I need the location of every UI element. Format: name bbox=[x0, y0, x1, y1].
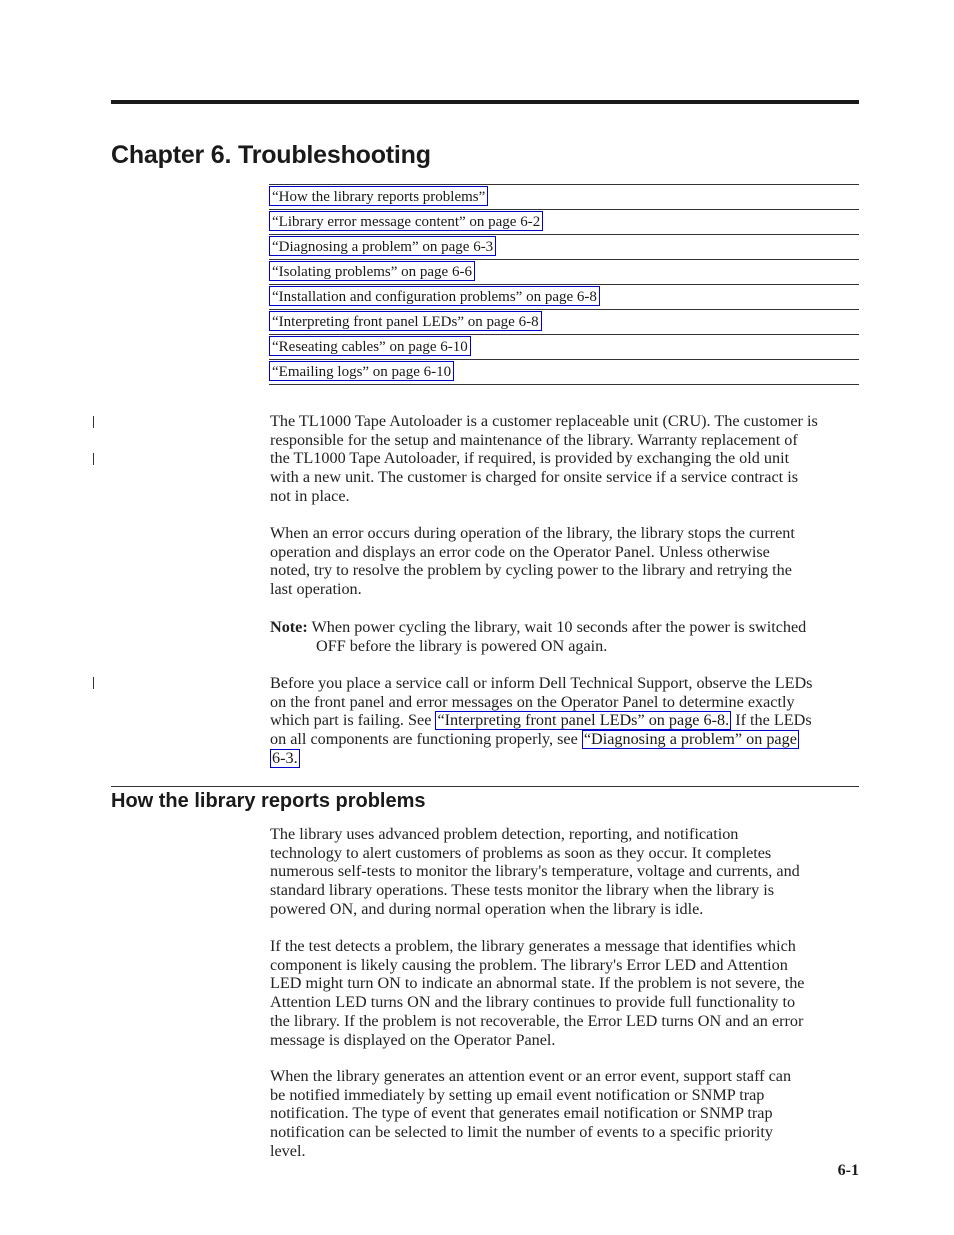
text-line: notification can be selected to limit the number of events to a specific priority bbox=[270, 1123, 773, 1142]
toc-link-diagnosing[interactable]: “Diagnosing a problem” on page 6-3 bbox=[269, 236, 496, 256]
xref-front-panel-leds[interactable]: “Interpreting front panel LEDs” on page 6-8. bbox=[437, 711, 730, 730]
section-paragraph-1 bbox=[270, 825, 860, 919]
text-line: level. bbox=[270, 1141, 306, 1160]
text-line: component is likely causing the problem. The library's Error LED and Attention bbox=[270, 955, 788, 974]
text-line: the TL1000 Tape Autoloader, if required, is provided by exchanging the old unit bbox=[270, 449, 790, 468]
text-line: technology to alert customers of problems as soon as they occur. It completes bbox=[270, 843, 772, 862]
text-line: message is displayed on the Operator Panel. bbox=[270, 1030, 556, 1049]
chapter-title: Chapter 6. Troubleshooting bbox=[111, 141, 431, 169]
text-line: operation and displays an error code on the Operator Panel. Unless otherwise bbox=[270, 542, 770, 561]
text-fragment: on all components are functioning properly, see bbox=[270, 730, 582, 749]
text-line: notification. The type of event that generates email notification or SNMP trap bbox=[270, 1104, 773, 1123]
chapter-toc bbox=[269, 184, 859, 385]
top-rule bbox=[111, 100, 859, 104]
section-paragraph-3 bbox=[270, 1067, 860, 1161]
page-number: 6-1 bbox=[837, 1162, 859, 1179]
text-line: not in place. bbox=[270, 486, 350, 505]
toc-link-isolating[interactable]: “Isolating problems” on page 6-6 bbox=[269, 261, 475, 281]
text-line: be notified immediately by setting up email event notification or SNMP trap bbox=[270, 1085, 765, 1104]
section-title: How the library reports problems bbox=[111, 790, 426, 812]
text-line: standard library operations. These tests monitor the library when the library is bbox=[270, 881, 775, 900]
text-line: The TL1000 Tape Autoloader is a customer replaceable unit (CRU). The customer is bbox=[270, 412, 818, 430]
note bbox=[270, 618, 860, 655]
text-line: If the test detects a problem, the library generates a message that identifies which bbox=[270, 937, 796, 955]
toc-row bbox=[269, 360, 859, 385]
note-line-1 bbox=[270, 618, 860, 637]
toc-row bbox=[269, 285, 859, 310]
toc-row bbox=[269, 210, 859, 235]
section-paragraph-2 bbox=[270, 937, 860, 1049]
text-line: numerous self-tests to monitor the library's temperature, voltage and currents, and bbox=[270, 862, 800, 881]
text-line: Attention LED turns ON and the library continues to provide full functionality to bbox=[270, 993, 796, 1012]
intro-paragraph-2 bbox=[270, 524, 860, 599]
intro-paragraph-1 bbox=[270, 412, 860, 506]
text-line: Before you place a service call or inform Dell Technical Support, observe the LEDs bbox=[270, 674, 813, 692]
section-rule bbox=[111, 786, 859, 787]
text-line: The library uses advanced problem detection, reporting, and notification bbox=[270, 825, 739, 843]
text-line: noted, try to resolve the problem by cycling power to the library and retrying the bbox=[270, 561, 792, 580]
toc-link-error-message-content[interactable]: “Library error message content” on page 6-2 bbox=[269, 211, 543, 231]
toc-row bbox=[269, 310, 859, 335]
text-line: responsible for the setup and maintenance of the library. Warranty replacement of bbox=[270, 430, 798, 449]
note-text: When power cycling the library, wait 10 seconds after the power is switched bbox=[311, 618, 807, 636]
text-line: powered ON, and during normal operation when the library is idle. bbox=[270, 899, 704, 918]
toc-link-emailing-logs[interactable]: “Emailing logs” on page 6-10 bbox=[269, 361, 454, 381]
note-label: Note: bbox=[270, 618, 308, 636]
toc-row bbox=[269, 185, 859, 210]
change-bar bbox=[93, 416, 94, 428]
toc-link-front-panel-leds[interactable]: “Interpreting front panel LEDs” on page 6-8 bbox=[269, 311, 542, 331]
xref-diagnosing-problem[interactable]: “Diagnosing a problem” on page bbox=[583, 730, 797, 749]
text-line: When the library generates an attention event or an error event, support staff can bbox=[270, 1067, 792, 1085]
text-line: the library. If the problem is not recoverable, the Error LED turns ON and an error bbox=[270, 1011, 804, 1030]
toc-link-installation[interactable]: “Installation and configuration problems” on page 6-8 bbox=[269, 286, 600, 306]
intro-paragraph-3 bbox=[270, 674, 860, 768]
note-line-2: OFF before the library is powered ON again. bbox=[316, 636, 608, 655]
change-bar bbox=[93, 453, 94, 465]
toc-link-how-library-reports[interactable]: “How the library reports problems” bbox=[269, 186, 488, 206]
text-line: last operation. bbox=[270, 580, 362, 599]
text-fragment: which part is failing. See bbox=[270, 711, 436, 730]
toc-link-reseating-cables[interactable]: “Reseating cables” on page 6-10 bbox=[269, 336, 471, 356]
text-fragment: If the LEDs bbox=[731, 711, 812, 730]
text-line: on the front panel and error messages on the Operator Panel to determine exactly bbox=[270, 692, 795, 711]
text-line: LED might turn ON to indicate an abnormal state. If the problem is not severe, the bbox=[270, 974, 805, 993]
text-line bbox=[270, 711, 860, 730]
text-line bbox=[270, 730, 860, 749]
toc-row bbox=[269, 235, 859, 260]
xref-diagnosing-problem-cont[interactable]: 6-3. bbox=[272, 749, 298, 768]
change-bar bbox=[93, 677, 94, 689]
text-line: with a new unit. The customer is charged for onsite service if a service contract is bbox=[270, 468, 799, 487]
toc-row bbox=[269, 260, 859, 285]
text-line: When an error occurs during operation of the library, the library stops the current bbox=[270, 524, 795, 542]
toc-row bbox=[269, 335, 859, 360]
text-line bbox=[270, 749, 860, 768]
